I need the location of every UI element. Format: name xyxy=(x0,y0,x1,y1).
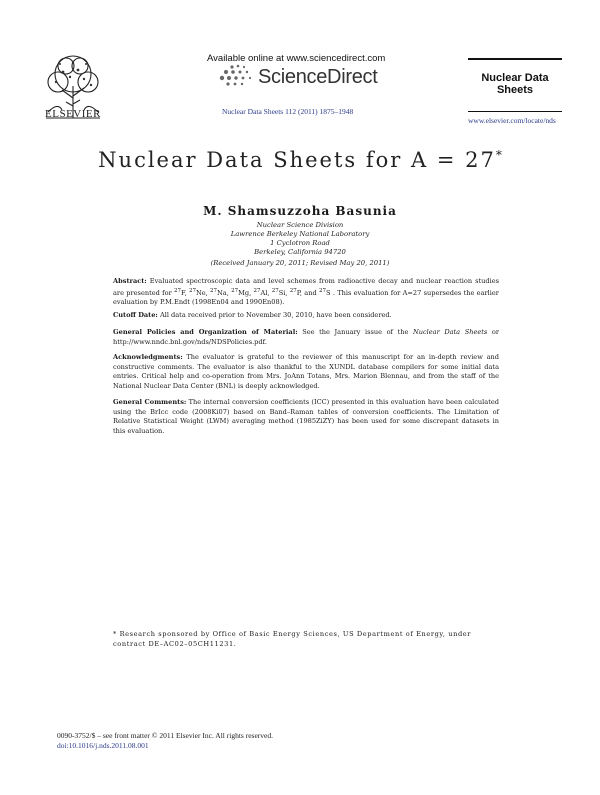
affiliation-line: Berkeley, California 94720 xyxy=(254,248,346,256)
abstract-heading: Abstract: xyxy=(113,277,147,285)
doi-link[interactable]: doi:10.1016/j.nds.2011.08.001 xyxy=(57,741,149,750)
journal-logo-line1: Nuclear Data xyxy=(481,72,549,84)
policies-text-after: or http://www.nndc.bnl.gov/nds/NDSPolicies.pdf. xyxy=(113,328,500,346)
nuclide-item: $^{27}$Na, xyxy=(210,287,232,297)
journal-url-link[interactable]: www.elsevier.com/locate/nds xyxy=(468,116,556,125)
acknowledgments-heading: Acknowledgments: xyxy=(113,353,183,361)
sciencedirect-name: ScienceDirect xyxy=(258,66,378,88)
title-text: Nuclear Data Sheets for A = 27 xyxy=(98,148,496,172)
acknowledgments-section xyxy=(113,353,499,391)
policies-section xyxy=(113,328,499,347)
footnote-marker: * xyxy=(113,630,117,638)
nuclide-item: $^{27}$Mg, xyxy=(231,287,254,297)
nuclide-item: $^{27}$P, and xyxy=(289,287,319,297)
copyright-notice: 0090-3752/$ – see front matter © 2011 Elsevier Inc. All rights reserved. xyxy=(57,731,273,740)
journal-logo-bottom-rule xyxy=(468,111,562,112)
acknowledgments-text: The evaluator is grateful to the reviewer of this manuscript for an in-depth review and constructive comments. The evaluator is also thankful to the XUNDL database compilers for some initial data entries. Critical help and co-operation from Mrs. JoAnn Totans, Mrs. Marion Blennau, and from the staff of the National Nuclear Data Center (BNL) is deeply acknowledged. xyxy=(113,353,499,390)
author-name: M. Shamsuzzoha Basunia xyxy=(203,204,397,218)
journal-logo xyxy=(468,72,562,96)
cutoff-heading: Cutoff Date: xyxy=(113,311,158,319)
abstract-section xyxy=(113,277,499,308)
abstract-text-part1: Evaluated spectroscopic data and level schemes from radioactive decay and nuclear reaction studies are presented for xyxy=(113,277,499,297)
policies-heading: General Policies and Organization of Material: xyxy=(113,328,298,336)
publisher-name: ELSEVIER xyxy=(45,108,101,120)
cutoff-text: All data received prior to November 30, 2010, have been considered. xyxy=(157,311,392,319)
abstract-text-part2: . This evaluation for A=27 supersedes the earlier evaluation by P.M.Endt (1998En04 and 1990En08). xyxy=(113,288,499,307)
journal-citation-link[interactable]: Nuclear Data Sheets 112 (2011) 1875–1948 xyxy=(222,107,354,116)
general-comments-heading: General Comments: xyxy=(113,398,187,406)
title-footnote-marker[interactable]: * xyxy=(495,148,502,162)
policies-journal-name: Nuclear Data Sheets xyxy=(412,328,488,336)
available-online-text: Available online at www.sciencedirect.com xyxy=(207,53,386,64)
nuclide-list xyxy=(174,289,333,297)
footnote xyxy=(113,630,503,649)
received-dates: (Received January 20, 2011; Revised May 20, 2011) xyxy=(210,259,390,267)
page-title xyxy=(0,148,600,172)
journal-logo-top-rule xyxy=(468,58,562,60)
cutoff-section xyxy=(113,311,499,321)
affiliation-line: Nuclear Science Division xyxy=(256,221,344,229)
general-comments-section xyxy=(113,398,499,436)
nuclide-item: $^{27}$F, xyxy=(174,287,189,297)
journal-logo-line2: Sheets xyxy=(496,84,534,96)
nuclide-item: $^{27}$Ne, xyxy=(188,287,211,297)
nuclide-item: $^{27}$Si, xyxy=(271,287,290,297)
policies-text-before: See the January issue of the xyxy=(297,328,413,336)
general-comments-text: The internal conversion coefficients (ICC) presented in this evaluation have been calculated using the BrIcc code (2008Ki07) based on Band–Raman tables of conversion coefficients. The Limitation of Relative Statistical Weight (LWM) averaging method (1985ZiZY) has been used for some discrepant datasets in this evaluation. xyxy=(113,398,499,435)
nuclide-item: $^{27}$S xyxy=(319,287,331,297)
nuclide-item: $^{27}$Al, xyxy=(253,287,272,297)
footnote-text: Research sponsored by Office of Basic Energy Sciences, US Department of Energy, under contract DE–AC02–05CH11231. xyxy=(113,630,472,648)
sciencedirect-logo-icon xyxy=(218,64,258,86)
affiliation-line: 1 Cyclotron Road xyxy=(270,239,330,247)
affiliation-line: Lawrence Berkeley National Laboratory xyxy=(230,230,370,238)
